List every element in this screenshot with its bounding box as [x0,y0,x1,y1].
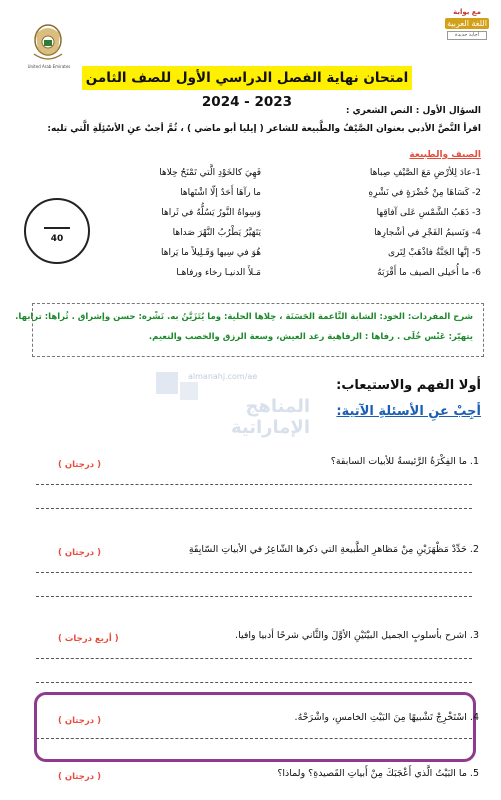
poem-first-hemistich: 4- وَنَسيمُ الفَجْرِ في أشْجارِها [374,228,481,238]
answer-line[interactable] [36,508,472,509]
vocabulary-line-2: يتهيّر: عَنْس خُلَى . رفاها : الرفاهية رغد العيش، وسعة الرزق والخصب والنعيم. [148,332,473,342]
score-circle [24,198,90,264]
question-text: 2. حَدِّدْ مَظْهَرَيْنِ مِنْ مَظاهرِ الطَّبيعةِ التي ذكرها الشّاعِرُ في الأبياتِ السّابِقَةِ [188,544,479,555]
poem-line [66,208,481,224]
watermark-brand: المناهج الإماراتية [230,396,310,438]
answer-line[interactable] [36,682,472,683]
poem-first-hemistich: 6- ما أُحَيلى الصيف ما أَقْرَبَهُ [377,268,481,278]
poem-line [66,228,481,244]
emblem-caption: United Arab Emirates [27,64,71,69]
comprehension-instruction: أجِبْ عنِ الأسئلةِ الآتية: [336,404,481,419]
question1-instruction: اقرأ النَّصَّ الأدبي بعنوان الصَّيْفُ والطَّبيعة للشاعر ( إيليا أبو ماضي ) ، ثُمَّ أجبْ عنِ الأسْئِلَةِ الَّتي تليه: [47,124,481,134]
poem-second-hemistich: ما رآهَا أَحَدٌ إلّا اشْتَهاها [180,188,261,198]
poem-first-hemistich: 1-عادَ لِلأرْضِ مَعَ الصَّيْفِ صِباها [369,168,481,178]
question-text: 3. اشرح بأسلوبٍ الجميل البيْتَيْنِ الأوَّلَ والثَّاني شرحًا أدبيا وافيا. [235,630,479,641]
poem-first-hemistich: 2- كَسَاهَا مِنْ خُضْرَةٍ في نَشْرِهِ [368,188,481,198]
poem-second-hemistich: وَسِواهُ النَّورُ يَسُلُّهُ في ثَراها [161,208,261,218]
watermark-shape [156,372,178,394]
question-text: 4. اسْتَخْرِجْ تَشْبيهًا مِنَ البَيْتِ الخامسِ، واشْرَحْهُ. [294,712,479,723]
exam-title: امتحان نهاية الفصل الدراسي الأول للصف الثامن 2023 - 2024 [82,66,412,90]
logo-line-1: مع بوابة [453,8,481,16]
poem-first-hemistich: 5- إنَّها الجَنَّةُ فاذْهَبْ لِتَرى [387,248,481,258]
answer-line[interactable] [36,596,472,597]
question-text: 5. ما البَيْتُ الَّذي أَعْجَبَكَ مِنْ أَبياتِ القَصيدةِ؟ ولماذا؟ [277,768,479,779]
highlight-frame [34,692,476,762]
poem-line [66,168,481,184]
poem-line [66,188,481,204]
comprehension-heading: أولا الفهم والاستيعاب: [336,378,481,393]
watermark-url: almanahj.com/ae [188,372,258,381]
question-marks: ( درجتان ) [58,460,102,470]
watermark [150,372,310,438]
poem-first-hemistich: 3- ذَهَبُ الشَّمْسِ عَلى آفاقِها [376,208,481,218]
poem-title: الصيف والطبيعة [409,150,481,160]
poem-second-hemistich: هُوَ في سِيها وَقَـلِيلاً ما يَراها [160,248,261,258]
site-logo [441,8,493,54]
poem-second-hemistich: مَـلأَ الدنيـا رخاء ورفاهـا [176,268,261,278]
poem-line [66,248,481,264]
vocabulary-box [15,303,484,357]
score-divider [44,227,70,229]
question-marks: ( درجتان ) [58,548,102,558]
answer-line[interactable] [36,484,472,485]
question-marks: ( درجتان ) [58,716,102,726]
question-marks: ( درجتان ) [58,772,102,782]
score-total: 40 [50,234,64,244]
logo-line-3: أجابة جديدة [447,31,487,40]
poem-second-hemistich: يَتَهَيَّرُ يَطْرُبُ النَّهْرَ صَداها [172,228,261,238]
vocabulary-line-1: شرح المفردات: الخود: الشابة النَّاعمة الحَسَنَة ، حِلاها الحلية: وما يُتَزَيَّنُ به. نَشْره: حسن وإشراق . ثُراها: ترابها. [15,312,473,322]
poem-line [66,268,481,284]
logo-line-2: اللغة العربية [445,18,489,29]
answer-line[interactable] [36,572,472,573]
question-text: 1. ما الفِكْرَةُ الرَّئيسةُ للأبيات السابقة؟ [330,456,479,467]
uae-emblem-icon [28,20,68,64]
question-marks: ( أربع درجات ) [58,634,119,644]
answer-line[interactable] [36,738,472,739]
answer-line[interactable] [36,658,472,659]
poem-second-hemistich: فَهِيَ كالخَوْدِ الَّتي تَمْنَحُ حِلاها [159,168,261,178]
question1-heading: السؤال الأول : النص الشعري : [345,106,481,116]
